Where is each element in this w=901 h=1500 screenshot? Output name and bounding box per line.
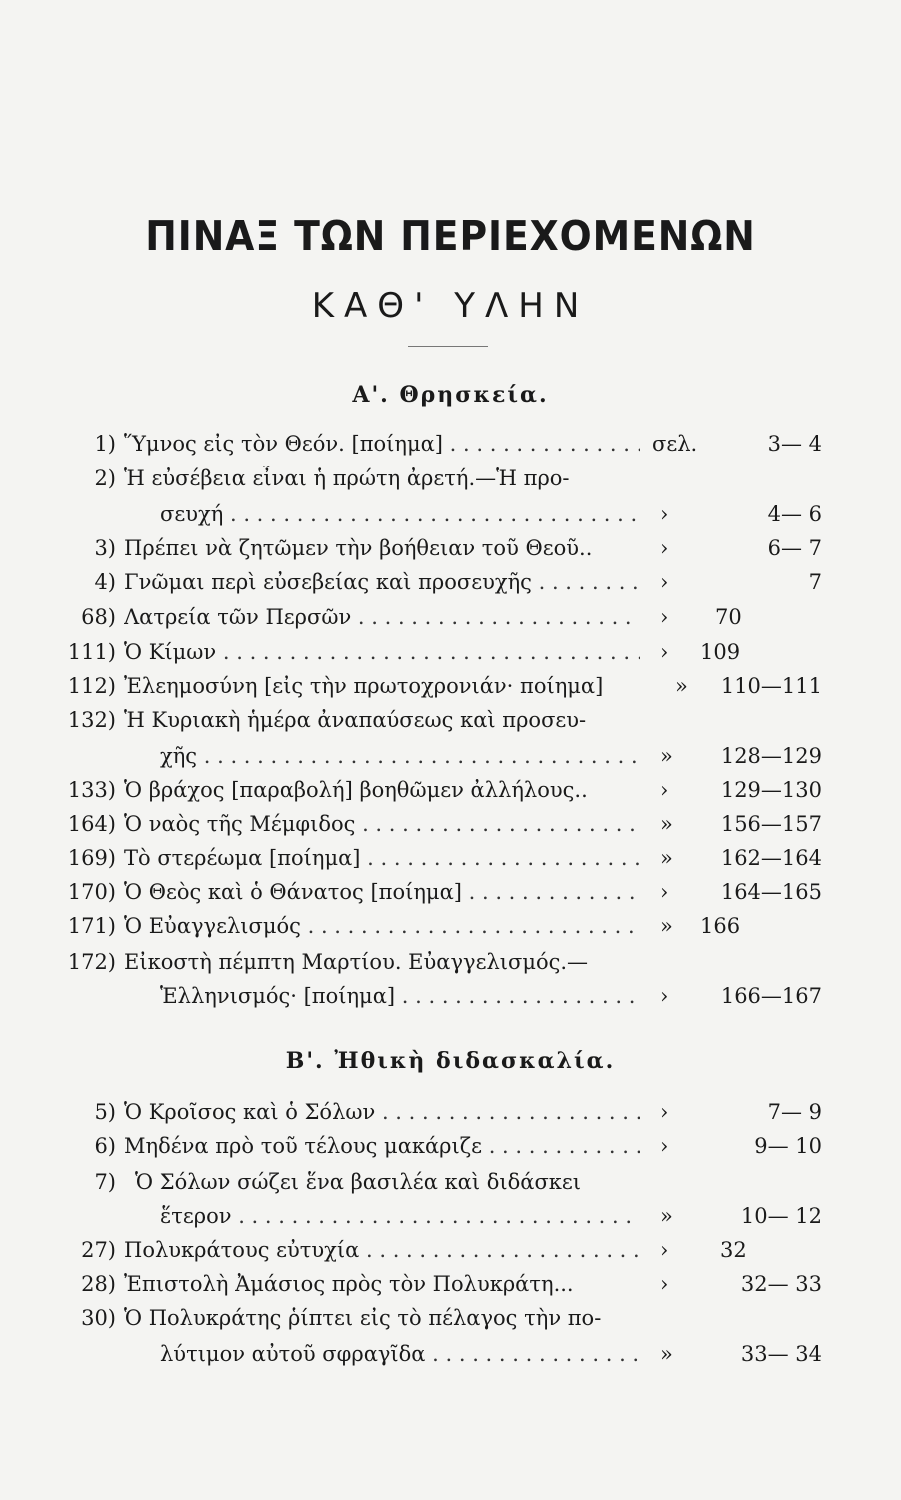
entry-title: Ὁ Σόλων σώζει ἕνα βασιλέα καὶ διδάσκει: [135, 1170, 582, 1194]
entry-number: 2): [94, 466, 116, 490]
entry-marker: »: [660, 1204, 673, 1228]
toc-entry: [0, 1170, 901, 1204]
toc-entry: [0, 536, 901, 570]
toc-entry: [0, 674, 901, 708]
toc-entry: [0, 640, 901, 674]
entry-pages: 164—165: [720, 880, 822, 904]
toc-entry: [0, 880, 901, 914]
entry-marker: σελ.: [652, 432, 698, 456]
entry-number: 169): [67, 846, 116, 870]
entry-title: Τὸ στερέωμα [ποίημα] . . .: [124, 846, 640, 870]
entry-number: 5): [94, 1100, 116, 1124]
entry-pages: 32— 33: [740, 1272, 822, 1296]
section-heading: Α'. Θρησκεία.: [352, 382, 549, 408]
entry-number: 3): [94, 536, 116, 560]
entry-number: 170): [67, 880, 116, 904]
entry-marker: »: [660, 1342, 673, 1366]
entry-number: 133): [67, 778, 116, 802]
page-title: ΠΙΝΑΞ ΤΩΝ ΠΕΡΙΕΧΟΜΕΝΩΝ: [145, 212, 756, 260]
entry-number: 171): [67, 914, 116, 938]
entry-title: Πρέπει νὰ ζητῶμεν τὴν βοήθειαν τοῦ Θεοῦ..: [124, 536, 593, 560]
toc-entry: [0, 778, 901, 812]
entry-number: 27): [81, 1238, 116, 1262]
toc-entry: [0, 744, 901, 778]
entry-title: Ἐλεημοσύνη [εἰς τὴν πρωτοχρονιάν· ποίημα]: [124, 674, 604, 698]
entry-pages: 166: [700, 914, 741, 938]
entry-pages: 3— 4: [767, 432, 822, 456]
entry-title: Ὁ Θεὸς καὶ ὁ Θάνατος [ποίημα] . . .: [124, 880, 640, 904]
entry-pages: 7: [808, 570, 822, 594]
entry-pages: 162—164: [720, 846, 822, 870]
entry-pages: 128—129: [720, 744, 822, 768]
entry-title: Ὁ βράχος [παραβολή] βοηθῶμεν ἀλλήλους..: [124, 778, 588, 802]
toc-entry: [0, 466, 901, 500]
entry-marker: ›: [660, 536, 669, 560]
entry-number: 172): [67, 950, 116, 974]
entry-number: 68): [81, 605, 116, 629]
entry-pages: 70: [715, 605, 742, 629]
divider: [408, 346, 488, 347]
entry-title: Ὕμνος εἰς τὸν Θεόν. [ποίημα] . . .: [124, 432, 640, 456]
toc-entry: [0, 432, 901, 466]
entry-marker: ›: [660, 1272, 669, 1296]
entry-pages: 33— 34: [740, 1342, 822, 1366]
toc-entry: [0, 812, 901, 846]
entry-pages: 10— 12: [740, 1204, 822, 1228]
entry-number: 28): [81, 1272, 116, 1296]
entry-title: σευχή . . .: [160, 502, 640, 526]
entry-pages: 9— 10: [754, 1134, 822, 1158]
entry-title: Πολυκράτους εὐτυχία . . .: [124, 1238, 640, 1262]
toc-entry: [0, 846, 901, 880]
entry-title: Ἐπιστολὴ Ἀμάσιος πρὸς τὸν Πολυκράτη...: [124, 1272, 574, 1296]
entry-marker: ›: [660, 984, 669, 1008]
entry-number: 30): [81, 1306, 116, 1330]
entry-number: 4): [94, 570, 116, 594]
entry-title: Ὁ Εὐαγγελισμός . . .: [124, 914, 640, 938]
entry-title: Μηδένα πρὸ τοῦ τέλους μακάριζε . . .: [124, 1134, 640, 1158]
entry-pages: 166—167: [720, 984, 822, 1008]
entry-title: Ὁ Κίμων . . .: [124, 640, 640, 664]
entry-title: Ἡ εὐσέβεια εἶναι ἡ πρώτη ἀρετή.—Ἡ προ-: [124, 466, 570, 490]
entry-title: Γνῶμαι περὶ εὐσεβείας καὶ προσευχῆς . . .: [124, 570, 640, 594]
entry-title: χῆς . . .: [160, 744, 640, 768]
entry-marker: ›: [660, 640, 669, 664]
entry-number: 164): [67, 812, 116, 836]
entry-title: Λατρεία τῶν Περσῶν . . .: [124, 605, 640, 629]
entry-marker: ›: [660, 880, 669, 904]
toc-entry: [0, 950, 901, 984]
entry-marker: ›: [660, 502, 669, 526]
entry-pages: 156—157: [720, 812, 822, 836]
entry-number: 112): [67, 674, 116, 698]
entry-marker: ›: [660, 570, 669, 594]
entry-number: 132): [67, 708, 116, 732]
toc-entry: [0, 1204, 901, 1238]
toc-entry: [0, 1238, 901, 1272]
entry-pages: 4— 6: [767, 502, 822, 526]
toc-entry: [0, 914, 901, 948]
entry-title: λύτιμον αὐτοῦ σφραγῖδα . . .: [160, 1342, 640, 1366]
entry-title: Εἰκοστὴ πέμπτη Μαρτίου. Εὐαγγελισμός.—: [124, 950, 589, 974]
entry-pages: 129—130: [720, 778, 822, 802]
entry-title: Ἡ Κυριακὴ ἡμέρα ἀναπαύσεως καὶ προσευ-: [124, 708, 587, 732]
entry-pages: 7— 9: [767, 1100, 822, 1124]
page-subtitle: ΚΑΘ' ΥΛΗΝ: [311, 286, 590, 326]
toc-entry: [0, 984, 901, 1018]
toc-entry: [0, 570, 901, 604]
entry-title: ἕτερον . . .: [160, 1204, 640, 1228]
section-heading: Β'. Ἠθικὴ διδασκαλία.: [285, 1048, 616, 1074]
entry-marker: ›: [660, 605, 669, 629]
toc-entry: [0, 1134, 901, 1168]
entry-title: Ἑλληνισμός· [ποίημα] . . .: [160, 984, 640, 1008]
toc-entry: [0, 1272, 901, 1306]
toc-entry: [0, 502, 901, 536]
entry-title: Ὁ Κροῖσος καὶ ὁ Σόλων . . .: [124, 1100, 640, 1124]
toc-entry: [0, 1100, 901, 1134]
toc-entry: [0, 1342, 901, 1376]
entry-marker: ›: [660, 1100, 669, 1124]
entry-number: 111): [67, 640, 116, 664]
entry-title: Ὁ Πολυκράτης ῥίπτει εἰς τὸ πέλαγος τὴν πο-: [124, 1306, 602, 1330]
entry-marker: ›: [660, 1238, 669, 1262]
entry-marker: »: [660, 744, 673, 768]
entry-number: 6): [94, 1134, 116, 1158]
toc-entry: [0, 605, 901, 639]
entry-pages: 6— 7: [767, 536, 822, 560]
entry-marker: »: [660, 846, 673, 870]
entry-marker: »: [660, 812, 673, 836]
entry-number: 7): [94, 1170, 116, 1194]
entry-marker: ›: [660, 778, 669, 802]
entry-pages: 109: [700, 640, 741, 664]
entry-marker: ›: [660, 1134, 669, 1158]
entry-pages: 32: [720, 1238, 747, 1262]
toc-entry: [0, 708, 901, 742]
entry-number: 1): [94, 432, 116, 456]
entry-marker: »: [675, 674, 688, 698]
entry-title: Ὁ ναὸς τῆς Μέμφιδος . . .: [124, 812, 640, 836]
entry-marker: »: [660, 914, 673, 938]
entry-pages: 110—111: [720, 674, 822, 698]
toc-entry: [0, 1306, 901, 1340]
